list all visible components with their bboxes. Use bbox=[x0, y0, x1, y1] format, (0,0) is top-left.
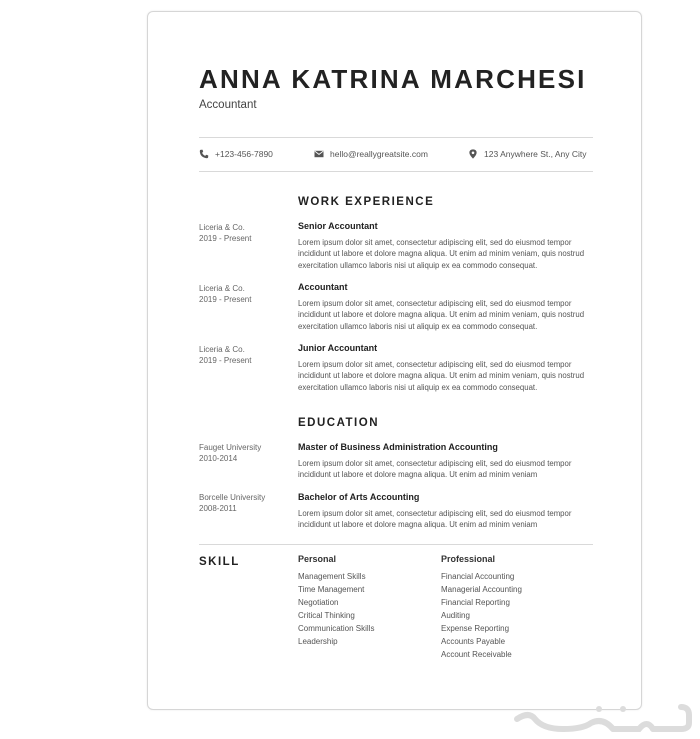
education-description: Lorem ipsum dolor sit amet, consectetur adipiscing elit, sed do eiusmod tempor incididunt ut labore et dolore magna aliqua. Ut enim ad minim veniam bbox=[298, 459, 572, 480]
skill-item: Accounts Payable bbox=[441, 637, 506, 646]
education-description: Lorem ipsum dolor sit amet, consectetur adipiscing elit, sed do eiusmod tempor incididunt ut labore et dolore magna aliqua. Ut enim ad minim veniam bbox=[298, 509, 572, 530]
professional-skills-heading: Professional bbox=[441, 554, 496, 564]
divider bbox=[199, 137, 593, 138]
skill-item: Time Management bbox=[298, 585, 365, 594]
contact-address bbox=[468, 149, 587, 159]
work-description: Lorem ipsum dolor sit amet, consectetur adipiscing elit, sed do eiusmod tempor incididunt ut labore et dolore magna aliqua. Ut enim ad minim veniam, quis nostrud exercitation ullamco laboris nisi ut aliquip ex ea commodo consequat. bbox=[298, 238, 585, 270]
address-text: 123 Anywhere St., Any City bbox=[484, 149, 587, 159]
phone-icon bbox=[199, 149, 209, 159]
education-school: Fauget University bbox=[199, 443, 262, 452]
work-position: Senior Accountant bbox=[298, 221, 378, 231]
work-position: Junior Accountant bbox=[298, 343, 378, 353]
work-item bbox=[298, 343, 594, 393]
work-item-meta bbox=[199, 283, 294, 305]
work-item-meta bbox=[199, 344, 294, 366]
skill-item: Communication Skills bbox=[298, 624, 375, 633]
skill-item: Leadership bbox=[298, 637, 338, 646]
divider bbox=[199, 544, 593, 545]
skill-item: Managerial Accounting bbox=[441, 585, 522, 594]
resume-name: ANNA KATRINA MARCHESI bbox=[199, 64, 587, 94]
education-heading: EDUCATION bbox=[298, 417, 380, 429]
skill-item: Account Receivable bbox=[441, 650, 512, 659]
education-years: 2008-2011 bbox=[199, 504, 237, 513]
education-item bbox=[298, 492, 594, 531]
work-company: Liceria & Co. bbox=[199, 284, 245, 293]
education-degree: Master of Business Administration Accounting bbox=[298, 442, 498, 452]
work-years: 2019 - Present bbox=[199, 356, 252, 365]
work-item bbox=[298, 221, 594, 271]
resume-role: Accountant bbox=[199, 99, 257, 111]
work-description: Lorem ipsum dolor sit amet, consectetur adipiscing elit, sed do eiusmod tempor incididunt ut labore et dolore magna aliqua. Ut enim ad minim veniam, quis nostrud exercitation ullamco laboris nisi ut aliquip ex ea commodo consequat. bbox=[298, 360, 585, 392]
email-text: hello@reallygreatsite.com bbox=[330, 149, 428, 159]
education-years: 2010-2014 bbox=[199, 454, 238, 463]
skill-item: Financial Reporting bbox=[441, 598, 510, 607]
mail-icon bbox=[314, 149, 324, 159]
personal-skills bbox=[298, 554, 374, 648]
education-item-meta bbox=[199, 492, 294, 514]
education-item bbox=[298, 442, 594, 481]
education-school: Borcelle University bbox=[199, 493, 266, 502]
skill-item: Auditing bbox=[441, 611, 470, 620]
skill-item: Negotiation bbox=[298, 598, 339, 607]
work-years: 2019 - Present bbox=[199, 234, 252, 243]
professional-skills bbox=[441, 554, 522, 661]
work-description: Lorem ipsum dolor sit amet, consectetur adipiscing elit, sed do eiusmod tempor incididunt ut labore et dolore magna aliqua. Ut enim ad minim veniam, quis nostrud exercitation ullamco laboris nisi ut aliquip ex ea commodo consequat. bbox=[298, 299, 585, 331]
watermark-logo bbox=[503, 697, 693, 735]
skill-heading: SKILL bbox=[199, 556, 240, 568]
education-degree: Bachelor of Arts Accounting bbox=[298, 492, 420, 502]
work-item bbox=[298, 282, 594, 332]
work-company: Liceria & Co. bbox=[199, 223, 245, 232]
skill-item: Financial Accounting bbox=[441, 572, 515, 581]
location-pin-icon bbox=[468, 149, 478, 159]
work-position: Accountant bbox=[298, 282, 348, 292]
work-company: Liceria & Co. bbox=[199, 345, 245, 354]
contact-phone bbox=[199, 149, 273, 159]
work-years: 2019 - Present bbox=[199, 295, 252, 304]
resume-page bbox=[147, 11, 642, 710]
education-item-meta bbox=[199, 442, 294, 464]
contact-email bbox=[314, 149, 428, 159]
phone-text: +123-456-7890 bbox=[215, 149, 273, 159]
skill-item: Management Skills bbox=[298, 572, 366, 581]
work-experience-heading: WORK EXPERIENCE bbox=[298, 196, 435, 208]
work-item-meta bbox=[199, 222, 294, 244]
skill-item: Expense Reporting bbox=[441, 624, 510, 633]
skill-item: Critical Thinking bbox=[298, 611, 355, 620]
divider bbox=[199, 171, 593, 172]
personal-skills-heading: Personal bbox=[298, 554, 337, 564]
